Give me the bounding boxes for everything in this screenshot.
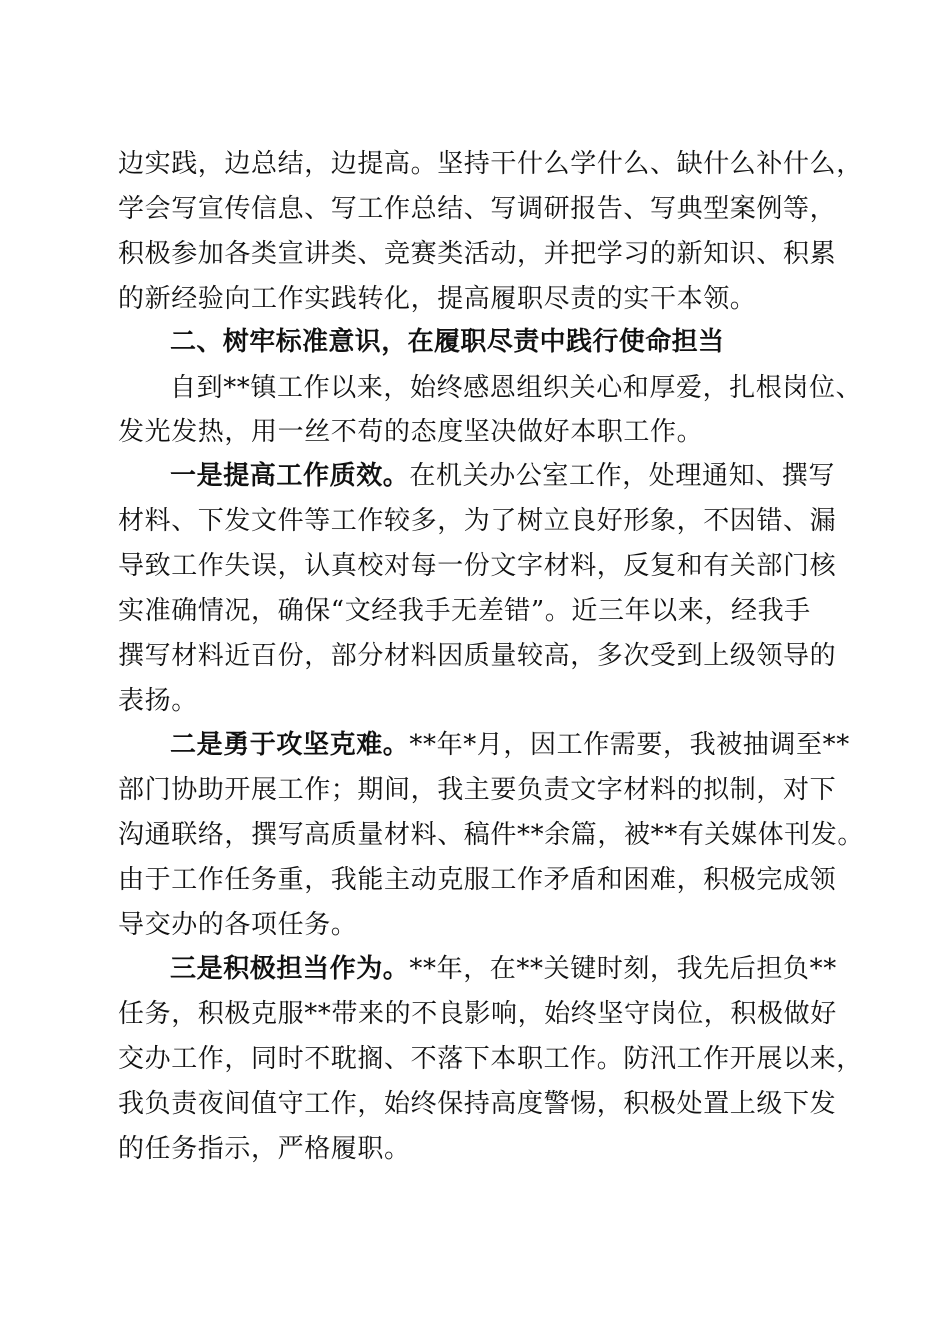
paragraph-line: 表扬。 <box>118 686 198 716</box>
subsection-lead: 三是积极担当作为。 <box>170 954 410 984</box>
paragraph-line: 学会写宣传信息、写工作总结、写调研报告、写典型案例等， <box>118 194 837 224</box>
paragraph-line: 边实践，边总结，边提高。坚持干什么学什么、缺什么补什么， <box>118 149 863 179</box>
paragraph-line: 的新经验向工作实践转化，提高履职尽责的实干本领。 <box>118 284 757 314</box>
paragraph-line: 材料、下发文件等工作较多，为了树立良好形象，不因错、漏 <box>118 506 837 536</box>
paragraph-line: 自到**镇工作以来，始终感恩组织关心和厚爱，扎根岗位、 <box>170 373 863 403</box>
paragraph-line: 的任务指示，严格履职。 <box>118 1134 411 1164</box>
subsection-lead: 一是提高工作质效。 <box>170 461 410 491</box>
paragraph-line: 导交办的各项任务。 <box>118 910 358 940</box>
subsection-lead: 二是勇于攻坚克难。 <box>170 730 410 760</box>
paragraph-line: 我负责夜间值守工作，始终保持高度警惕，积极处置上级下发 <box>118 1089 837 1119</box>
paragraph-line <box>170 460 890 492</box>
paragraph-text: **年，在**关键时刻，我先后担负** <box>409 954 837 984</box>
paragraph-line <box>170 953 890 985</box>
section-heading: 二、树牢标准意识，在履职尽责中践行使命担当 <box>170 327 725 357</box>
paragraph-line: 实准确情况，确保“文经我手无差错”。近三年以来，经我手 <box>118 596 811 626</box>
paragraph-line: 任务，积极克服**带来的不良影响，始终坚守岗位，积极做好 <box>118 999 837 1029</box>
paragraph-line: 发光发热，用一丝不苟的态度坚决做好本职工作。 <box>118 417 704 447</box>
paragraph-line: 部门协助开展工作；期间，我主要负责文字材料的拟制，对下 <box>118 775 837 805</box>
paragraph-line: 沟通联络，撰写高质量材料、稿件**余篇，被**有关媒体刊发。 <box>118 820 865 850</box>
paragraph-line: 由于工作任务重，我能主动克服工作矛盾和困难，积极完成领 <box>118 865 837 895</box>
paragraph-text: **年*月，因工作需要，我被抽调至** <box>409 730 850 760</box>
paragraph-line: 积极参加各类宣讲类、竞赛类活动，并把学习的新知识、积累 <box>118 239 837 269</box>
paragraph-line: 导致工作失误，认真校对每一份文字材料，反复和有关部门核 <box>118 551 837 581</box>
paragraph-line <box>170 729 890 761</box>
paragraph-line: 交办工作，同时不耽搁、不落下本职工作。防汛工作开展以来， <box>118 1044 863 1074</box>
paragraph-line: 撰写材料近百份，部分材料因质量较高，多次受到上级领导的 <box>118 641 837 671</box>
paragraph-text: 在机关办公室工作，处理通知、撰写 <box>409 461 836 491</box>
